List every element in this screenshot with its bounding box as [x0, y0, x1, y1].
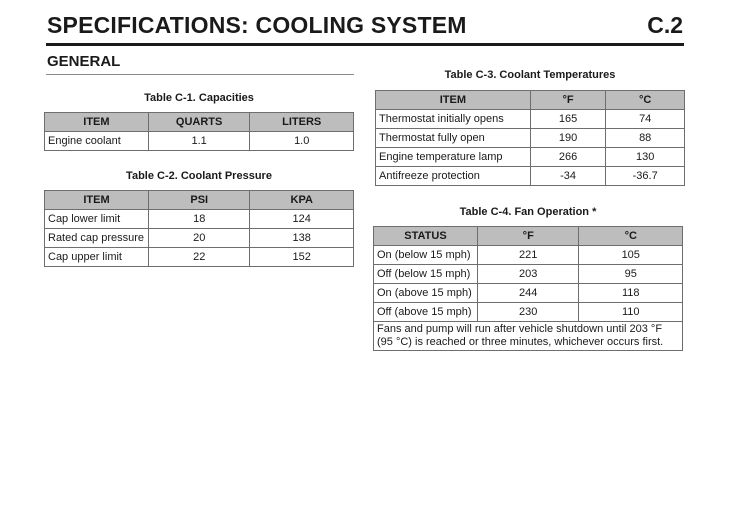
- table-row: [45, 210, 354, 229]
- section-heading: GENERAL: [47, 53, 121, 70]
- section-rule: [46, 74, 354, 75]
- table-cell: 1.0: [250, 132, 354, 151]
- table-cell: 1.1: [148, 132, 250, 151]
- table-cell: 221: [477, 246, 579, 265]
- table-cell: 165: [530, 110, 606, 129]
- column-header: °C: [579, 227, 683, 246]
- table-cell: On (below 15 mph): [374, 246, 478, 265]
- table-header-row: [374, 227, 683, 246]
- table-cell: 244: [477, 284, 579, 303]
- table-cell: Cap upper limit: [45, 248, 149, 267]
- column-header: ITEM: [376, 91, 531, 110]
- pressure-table: [44, 190, 354, 267]
- table-cell: 22: [148, 248, 249, 267]
- table-cell: 74: [606, 110, 685, 129]
- table-cell: -34: [530, 167, 606, 186]
- table-cell: Engine coolant: [45, 132, 149, 151]
- table-row: [45, 248, 354, 267]
- table-cell: Cap lower limit: [45, 210, 149, 229]
- column-header: LITERS: [250, 113, 354, 132]
- table-row: [376, 148, 685, 167]
- temperatures-table: [375, 90, 685, 186]
- fan-table: [373, 226, 683, 351]
- table-row: [376, 129, 685, 148]
- table-note-row: [374, 322, 683, 351]
- capacities-table: [44, 112, 354, 151]
- column-header: °F: [477, 227, 579, 246]
- table-cell: Off (below 15 mph): [374, 265, 478, 284]
- table-row: [376, 110, 685, 129]
- column-header: STATUS: [374, 227, 478, 246]
- column-header: °F: [530, 91, 606, 110]
- table-row: [376, 167, 685, 186]
- table-cell: Thermostat fully open: [376, 129, 531, 148]
- section-code: C.2: [647, 12, 683, 38]
- table-row: [45, 132, 354, 151]
- table-row: [374, 265, 683, 284]
- table-header-row: [45, 113, 354, 132]
- table-cell: 105: [579, 246, 683, 265]
- capacities-caption: Table C-1. Capacities: [144, 92, 254, 104]
- temperatures-caption: Table C-3. Coolant Temperatures: [444, 69, 616, 81]
- table-cell: -36.7: [606, 167, 685, 186]
- table-cell: 230: [477, 303, 579, 322]
- table-row: [374, 303, 683, 322]
- column-header: KPA: [250, 191, 354, 210]
- table-cell: Rated cap pressure: [45, 229, 149, 248]
- title-rule: [46, 43, 684, 46]
- table-cell: 266: [530, 148, 606, 167]
- column-header: ITEM: [45, 191, 149, 210]
- column-header: QUARTS: [148, 113, 250, 132]
- table-header-row: [376, 91, 685, 110]
- table-cell: Engine temperature lamp: [376, 148, 531, 167]
- table-cell: 152: [250, 248, 354, 267]
- table-row: [45, 229, 354, 248]
- table-cell: Off (above 15 mph): [374, 303, 478, 322]
- table-row: [374, 284, 683, 303]
- table-cell: 110: [579, 303, 683, 322]
- table-cell: 118: [579, 284, 683, 303]
- table-cell: 138: [250, 229, 354, 248]
- table-cell: Thermostat initially opens: [376, 110, 531, 129]
- table-cell: 18: [148, 210, 249, 229]
- table-row: [374, 246, 683, 265]
- table-header-row: [45, 191, 354, 210]
- pressure-caption: Table C-2. Coolant Pressure: [126, 170, 272, 182]
- table-cell: 20: [148, 229, 249, 248]
- fan-caption: Table C-4. Fan Operation *: [459, 206, 597, 218]
- table-cell: 203: [477, 265, 579, 284]
- table-cell: 130: [606, 148, 685, 167]
- column-header: °C: [606, 91, 685, 110]
- table-cell: 190: [530, 129, 606, 148]
- page-title: SPECIFICATIONS: COOLING SYSTEM: [47, 12, 467, 38]
- table-footnote: Fans and pump will run after vehicle shutdown until 203 °F (95 °C) is reached or three minutes, whichever occurs first.: [374, 322, 683, 351]
- table-cell: On (above 15 mph): [374, 284, 478, 303]
- column-header: ITEM: [45, 113, 149, 132]
- table-cell: 88: [606, 129, 685, 148]
- table-cell: 95: [579, 265, 683, 284]
- table-cell: 124: [250, 210, 354, 229]
- column-header: PSI: [148, 191, 249, 210]
- table-cell: Antifreeze protection: [376, 167, 531, 186]
